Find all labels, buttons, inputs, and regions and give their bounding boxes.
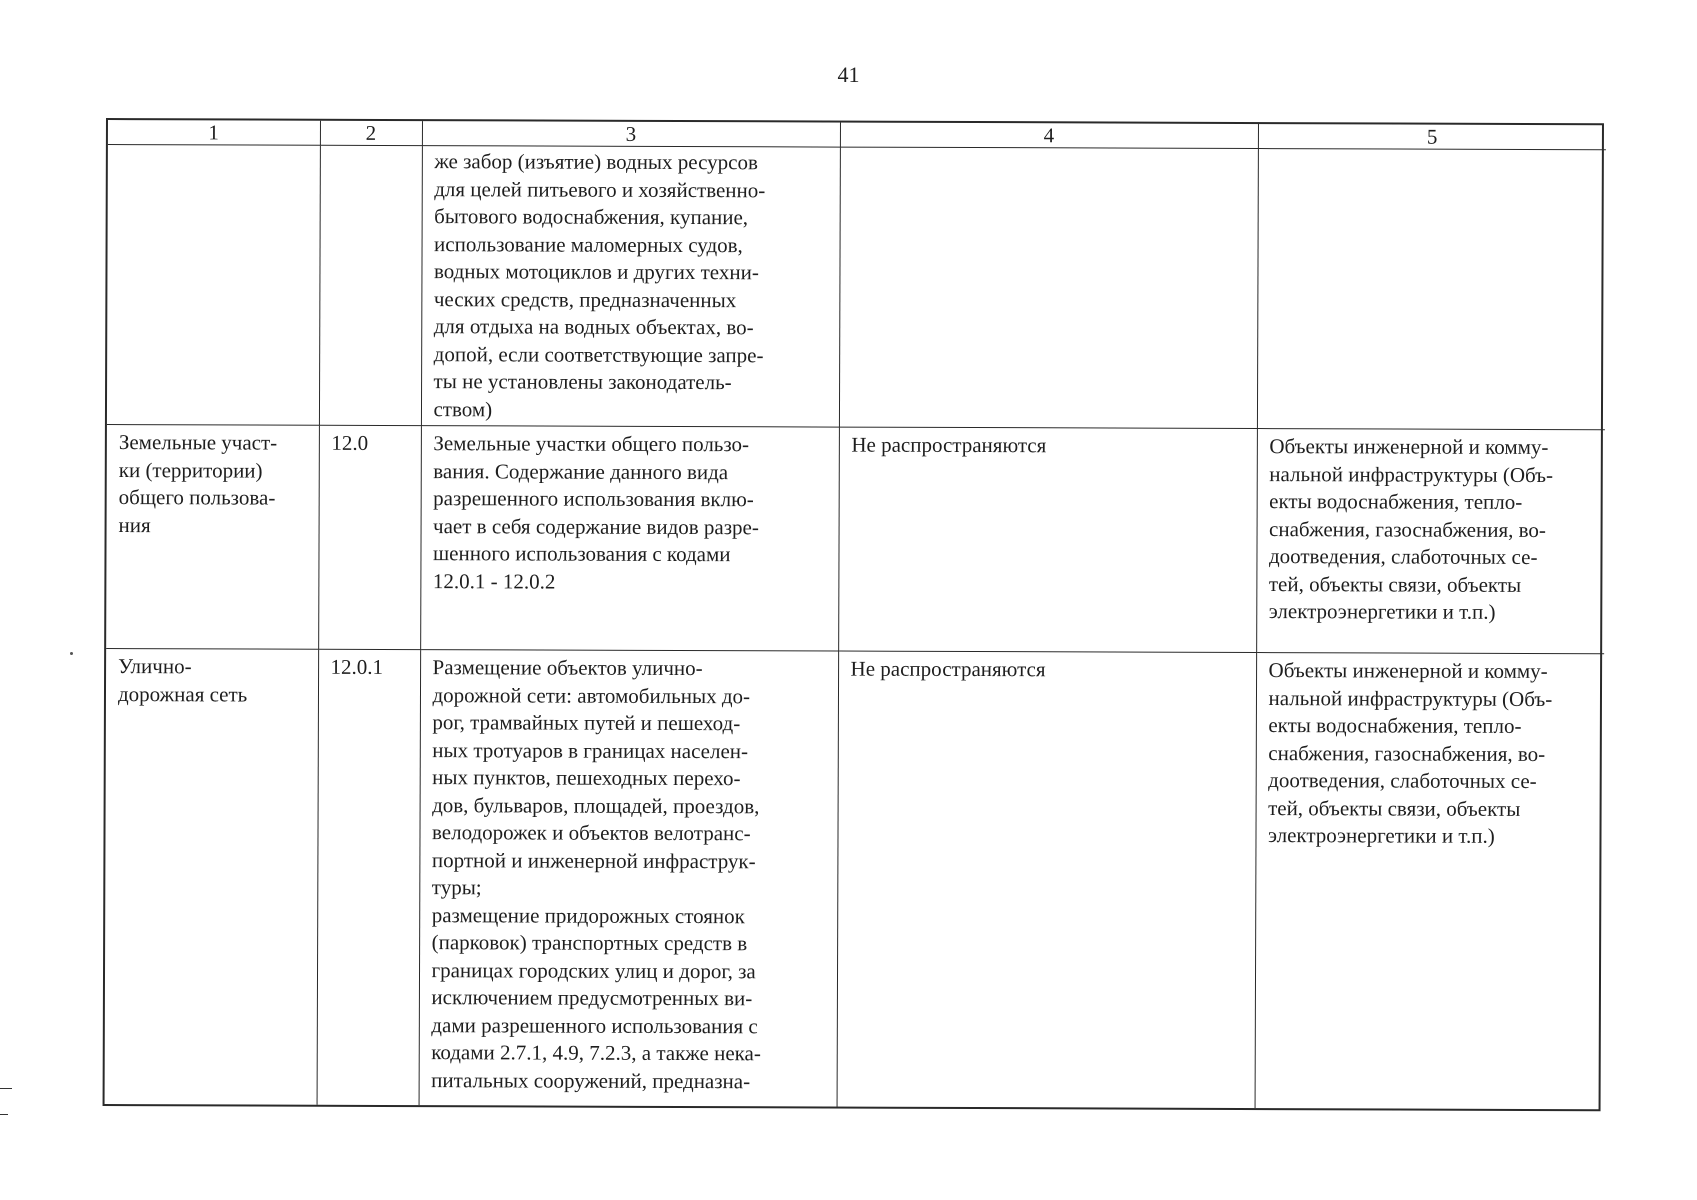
table-row (105, 649, 1605, 1110)
use-code-cell: 12.0.1 (317, 649, 421, 1105)
use-description-cell: Земельные участки общего пользо- вания. Содержание данного вида разрешенного использования вклю- чает в себя содержание видов разре- шенного использования с кодами 12.0.1 - 12.0.2 (420, 426, 839, 651)
use-description-cell: же забор (изъятие) водных ресурсов для целей питьевого и хозяйственно- бытового водоснабжения, купание, использование маломерных судов, водных мотоциклов и других техни- ческих средств, предназначенных для отдыха на водных объектах, во- допой, если соответствующие запре- ты не установлены законодатель- ством) (421, 146, 840, 427)
allowed-objects-cell: Объекты инженерной и комму- нальной инфраструктуры (Объ- екты водоснабжения, тепло- снабжения, газоснабжения, во- доотведения, слаботочных се- тей, объекты связи, объекты электроэнергетики и т.п.) (1256, 429, 1605, 654)
use-name-cell: Улично- дорожная сеть (105, 649, 319, 1105)
use-name-cell: Земельные участ- ки (территории) общего пользова- ния (106, 425, 319, 650)
scan-margin-mark (0, 1114, 8, 1115)
scan-margin-mark (0, 1088, 12, 1089)
permitted-use-table (103, 118, 1604, 1111)
use-code-cell: 12.0 (318, 425, 421, 649)
allowed-objects-cell: Объекты инженерной и комму- нальной инфраструктуры (Объ- екты водоснабжения, тепло- снабжения, газоснабжения, во- доотведения, слаботочных се- тей, объекты связи, объекты электроэнергетики и т.п.) (1255, 653, 1605, 1110)
restrictions-cell (839, 147, 1258, 428)
use-code-cell (319, 145, 422, 425)
page-number: 41 (837, 62, 860, 87)
scan-speck (70, 652, 73, 655)
use-description-cell: Размещение объектов улично- дорожной сети: автомобильных до- рог, трамвайных путей и пешеход- ных тротуаров в границах населен- ных пунктов, пешеходных перехо- дов, бульваров, площадей, проездов, велодорожек и объектов велотранс- портной и инженерной инфраструк- туры; размещение придорожных стоянок (парковок) транспортных средств в границах городских улиц и дорог, за исключением предусмотренных ви- дами разрешенного использования с кодами 2.7.1, 4.9, 7.2.3, а также нека- питальных сооружений, предназна- (419, 650, 839, 1107)
column-header-3: 3 (422, 121, 840, 147)
table-row (107, 145, 1606, 430)
restrictions-cell: Не распространяются (838, 427, 1257, 652)
allowed-objects-cell (1257, 149, 1606, 430)
column-header-1: 1 (108, 120, 320, 145)
table-row (106, 425, 1605, 654)
column-header-5: 5 (1258, 124, 1606, 150)
table-grid (105, 120, 1606, 1109)
column-header-4: 4 (840, 123, 1258, 149)
column-header-2: 2 (320, 121, 422, 146)
use-name-cell (107, 145, 320, 426)
restrictions-cell: Не распространяются (837, 651, 1257, 1108)
